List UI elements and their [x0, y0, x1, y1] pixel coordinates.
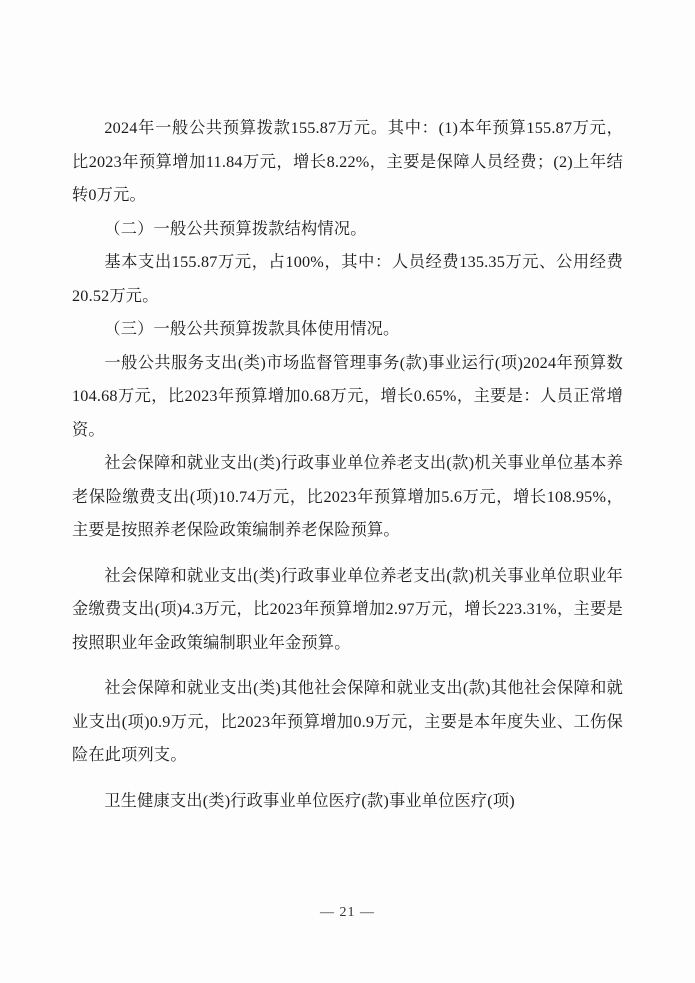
paragraph-section-two-heading: （二）一般公共预算拨款结构情况。	[104, 219, 367, 238]
paragraph-section-three-heading: （三）一般公共预算拨款具体使用情况。	[104, 320, 400, 338]
paragraph-budget-allocation: 2024年一般公共预算拨款155.87万元。其中：(1)本年预算155.87万元，比2023年预算增加11.84万元，增长8.22%，主要是保障人员经费；(2)上年结转0万元。	[72, 119, 623, 204]
page-number: — 21 —	[320, 905, 375, 920]
document-body	[72, 112, 623, 818]
paragraph-basic-expenditure: 基本支出155.87万元，占100%，其中：人员经费135.35万元、公用经费20.52万元。	[72, 253, 623, 305]
paragraph-other-social-security: 社会保障和就业支出(类)其他社会保障和就业支出(款)其他社会保障和就业支出(项)0.9万元，比2023年预算增加0.9万元，主要是本年度失业、工伤保险在此项列支。	[72, 679, 623, 764]
paragraph-occupational-annuity: 社会保障和就业支出(类)行政事业单位养老支出(款)机关事业单位职业年金缴费支出(项)4.3万元，比2023年预算增加2.97万元，增长223.31%，主要是按照职业年金政策编制职业年金预算。	[72, 566, 623, 652]
paragraph-health-expenditure: 卫生健康支出(类)行政事业单位医疗(款)事业单位医疗(项)	[104, 791, 515, 810]
paragraph-general-public-service: 一般公共服务支出(类)市场监督管理事务(款)事业运行(项)2024年预算数104.68万元，比2023年预算增加0.68万元，增长0.65%，主要是：人员正常增资。	[72, 353, 623, 439]
paragraph-social-security-pension: 社会保障和就业支出(类)行政事业单位养老支出(款)机关事业单位基本养老保险缴费支出(项)10.74万元，比2023年预算增加5.6万元，增长108.95%，主要是按照养老保险政策编制养老保险预算。	[72, 454, 623, 539]
